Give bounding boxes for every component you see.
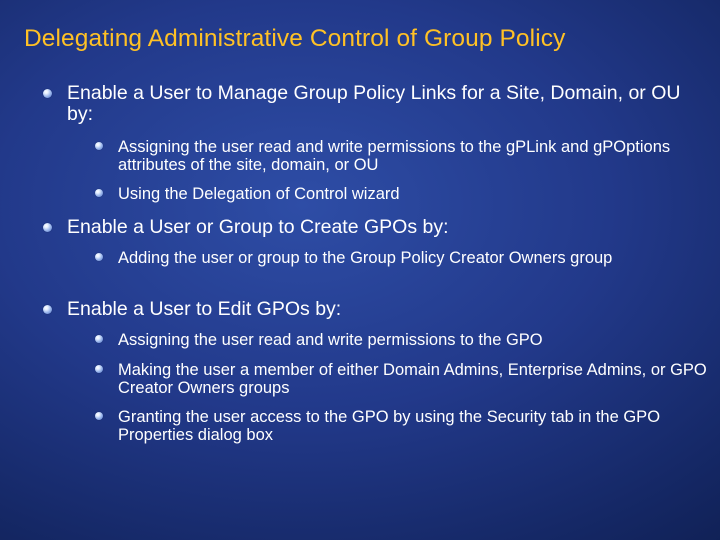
sub-bullet-icon (95, 412, 103, 420)
sub-bullet-icon (95, 189, 103, 197)
sub-bullet-item (118, 185, 708, 203)
sub-bullet-item (118, 249, 708, 267)
sub-bullet-item (118, 331, 708, 349)
bullet-icon (43, 223, 52, 232)
sub-bullet-icon (95, 365, 103, 373)
sub-bullet-text: Adding the user or group to the Group Policy Creator Owners group (118, 249, 613, 267)
bullet-icon (43, 305, 52, 314)
sub-bullet-item (118, 361, 708, 397)
sub-bullet-icon (95, 142, 103, 150)
sub-bullet-text: Granting the user access to the GPO by using the Security tab in the GPO Properties dialog box (118, 408, 661, 444)
sub-bullet-text: Making the user a member of either Domain Admins, Enterprise Admins, or GPO Creator Owners groups (118, 361, 707, 397)
sub-bullet-text: Using the Delegation of Control wizard (118, 185, 400, 203)
slide-title: Delegating Administrative Control of Group Policy (24, 25, 566, 52)
bullet-item (67, 83, 707, 125)
bullet-icon (43, 89, 52, 98)
sub-bullet-icon (95, 335, 103, 343)
bullet-item (67, 217, 707, 238)
sub-bullet-text: Assigning the user read and write permissions to the gPLink and gPOptions attributes of the site, domain, or OU (118, 138, 671, 174)
sub-bullet-text: Assigning the user read and write permissions to the GPO (118, 331, 543, 349)
sub-bullet-item (118, 408, 708, 444)
bullet-text: Enable a User to Edit GPOs by: (67, 298, 342, 320)
bullet-text: Enable a User to Manage Group Policy Links for a Site, Domain, or OU by: (67, 82, 681, 125)
sub-bullet-icon (95, 253, 103, 261)
bullet-text: Enable a User or Group to Create GPOs by: (67, 216, 449, 238)
bullet-item (67, 299, 707, 320)
sub-bullet-item (118, 138, 708, 174)
